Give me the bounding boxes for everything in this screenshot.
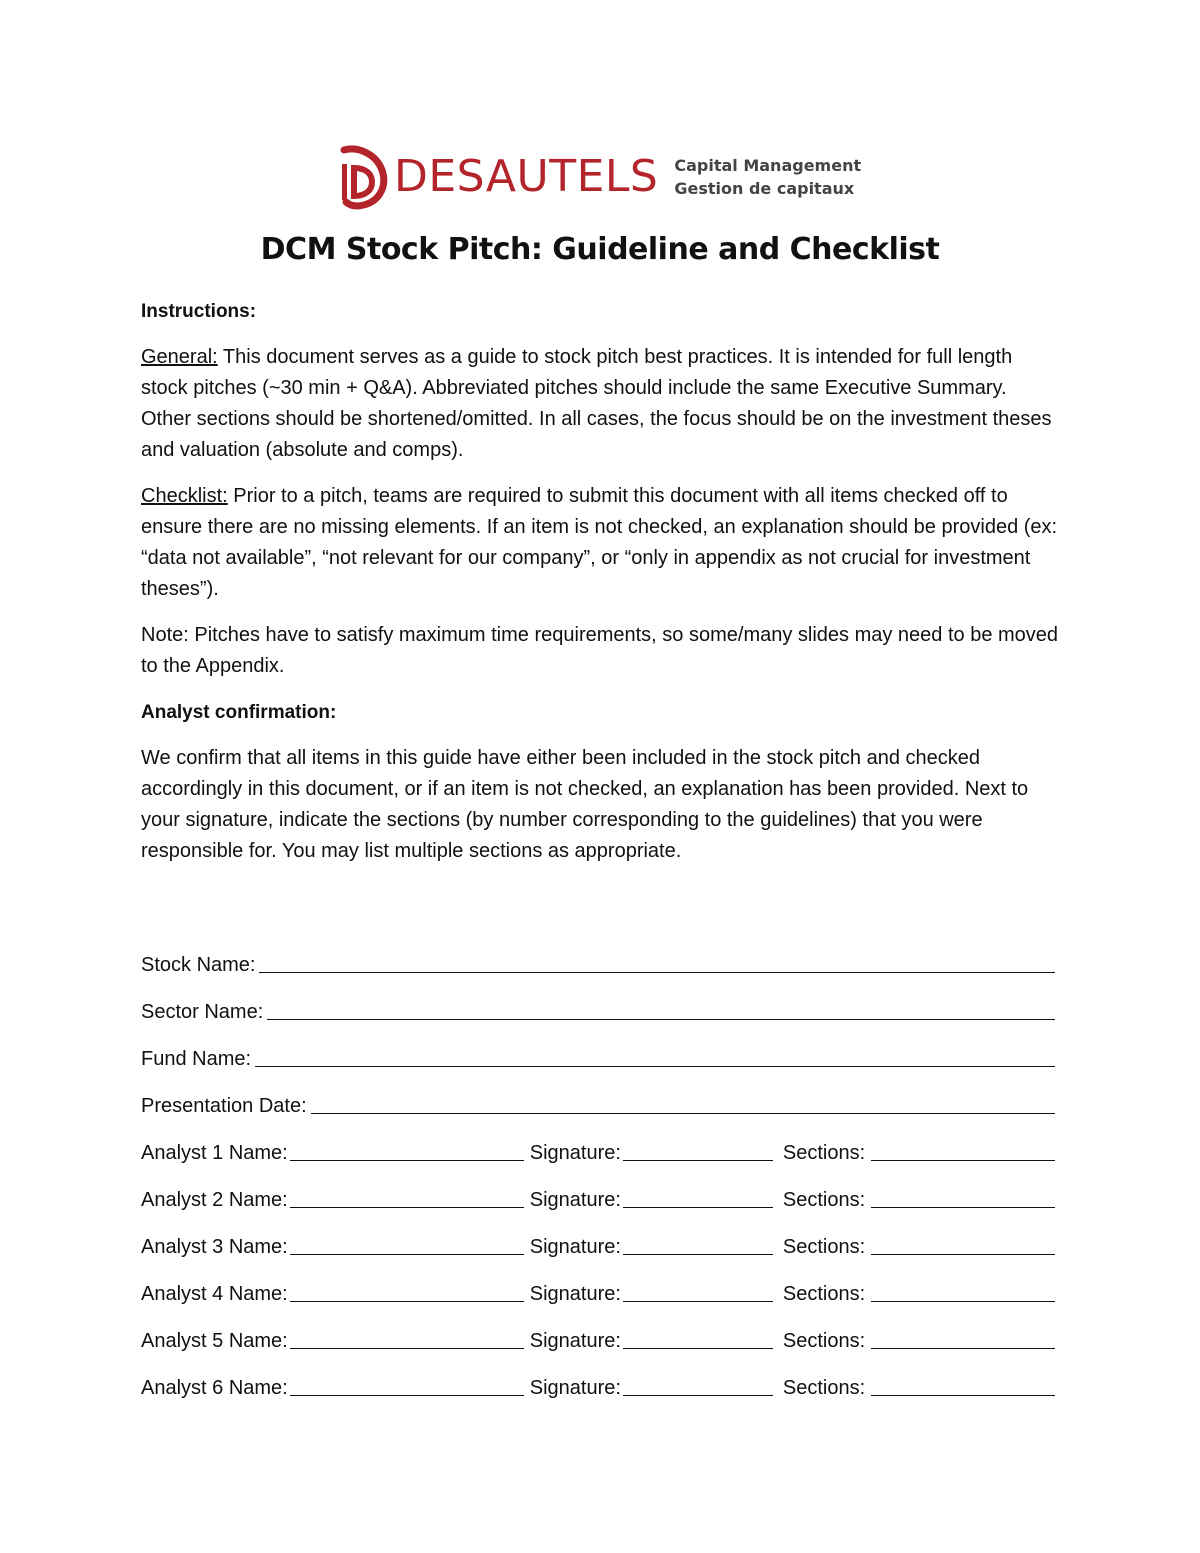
general-paragraph bbox=[141, 342, 1059, 466]
analyst-row bbox=[141, 1118, 1055, 1165]
analyst-name-label: Analyst 6 Name: bbox=[141, 1377, 288, 1399]
desautels-logo bbox=[338, 142, 861, 212]
analyst-row bbox=[141, 1259, 1055, 1306]
sector-name-row bbox=[141, 977, 1055, 1024]
instructions-section bbox=[141, 296, 1059, 882]
logo-wordmark: DESAUTELS bbox=[394, 151, 659, 202]
sections-field[interactable] bbox=[871, 1373, 1055, 1396]
instructions-heading: Instructions: bbox=[141, 301, 257, 322]
confirmation-form bbox=[141, 930, 1055, 1400]
signature-label: Signature: bbox=[529, 1142, 621, 1164]
fund-name-label: Fund Name: bbox=[141, 1048, 252, 1070]
analyst-name-label: Analyst 4 Name: bbox=[141, 1283, 288, 1305]
analyst-name-field[interactable] bbox=[290, 1373, 524, 1396]
sections-label: Sections: bbox=[782, 1377, 866, 1399]
checklist-paragraph bbox=[141, 481, 1059, 605]
analyst-row bbox=[141, 1353, 1055, 1400]
sections-field[interactable] bbox=[871, 1326, 1055, 1349]
presentation-date-label: Presentation Date: bbox=[141, 1095, 307, 1117]
analyst-row bbox=[141, 1306, 1055, 1353]
logo-tagline-en: Capital Management bbox=[674, 156, 862, 175]
analyst-name-label: Analyst 5 Name: bbox=[141, 1330, 288, 1352]
signature-label: Signature: bbox=[529, 1283, 621, 1305]
stock-name-label: Stock Name: bbox=[141, 954, 256, 976]
checklist-label: Checklist: bbox=[141, 485, 228, 507]
analyst-name-label: Analyst 3 Name: bbox=[141, 1236, 288, 1258]
analyst-row bbox=[141, 1212, 1055, 1259]
signature-label: Signature: bbox=[529, 1189, 621, 1211]
signature-label: Signature: bbox=[529, 1330, 621, 1352]
signature-field[interactable] bbox=[623, 1138, 773, 1161]
analyst-name-field[interactable] bbox=[290, 1326, 524, 1349]
fund-name-field[interactable] bbox=[255, 1044, 1055, 1067]
sector-name-label: Sector Name: bbox=[141, 1001, 264, 1023]
sections-field[interactable] bbox=[871, 1279, 1055, 1302]
checklist-text: Prior to a pitch, teams are required to submit this document with all items checked off to ensure there are no missing elements. If an item is not checked, an explanation should be provided (ex: “data not available”, “not relevant for our company”, or “only in appendix as not crucial for investment theses”). bbox=[141, 485, 1058, 600]
general-text: This document serves as a guide to stock pitch best practices. It is intended for full length stock pitches (~30 min + Q&A). Abbreviated pitches should include the same Executive Summary. Other sections should be shortened/omitted. In all cases, the focus should be on the investment theses and valuation (absolute and comps). bbox=[141, 346, 1052, 461]
sections-label: Sections: bbox=[782, 1142, 866, 1164]
signature-field[interactable] bbox=[623, 1232, 773, 1255]
analyst-row bbox=[141, 1165, 1055, 1212]
confirmation-paragraph: We confirm that all items in this guide have either been included in the stock pitch and checked accordingly in this document, or if an item is not checked, an explanation has been provided. Next to your signature, indicate the sections (by number corresponding to the guidelines) that you were responsible for. You may list multiple sections as appropriate. bbox=[141, 747, 1029, 862]
analyst-name-field[interactable] bbox=[290, 1232, 524, 1255]
sections-field[interactable] bbox=[871, 1185, 1055, 1208]
sections-label: Sections: bbox=[782, 1189, 866, 1211]
analyst-name-label: Analyst 2 Name: bbox=[141, 1189, 288, 1211]
document-title: DCM Stock Pitch: Guideline and Checklist bbox=[260, 232, 940, 267]
presentation-date-row bbox=[141, 1071, 1055, 1118]
signature-field[interactable] bbox=[623, 1326, 773, 1349]
analyst-name-field[interactable] bbox=[290, 1138, 524, 1161]
sections-label: Sections: bbox=[782, 1236, 866, 1258]
fund-name-row bbox=[141, 1024, 1055, 1071]
desautels-emblem-icon bbox=[338, 144, 388, 210]
analyst-name-label: Analyst 1 Name: bbox=[141, 1142, 288, 1164]
note-paragraph: Note: Pitches have to satisfy maximum time requirements, so some/many slides may need to be moved to the Appendix. bbox=[141, 624, 1059, 677]
stock-name-field[interactable] bbox=[259, 950, 1055, 973]
analyst-name-field[interactable] bbox=[290, 1185, 524, 1208]
signature-field[interactable] bbox=[623, 1373, 773, 1396]
sections-label: Sections: bbox=[782, 1283, 866, 1305]
signature-field[interactable] bbox=[623, 1279, 773, 1302]
presentation-date-field[interactable] bbox=[311, 1091, 1055, 1114]
signature-field[interactable] bbox=[623, 1185, 773, 1208]
analyst-rows bbox=[141, 1118, 1055, 1400]
sector-name-field[interactable] bbox=[267, 997, 1055, 1020]
confirmation-heading: Analyst confirmation: bbox=[141, 702, 337, 723]
signature-label: Signature: bbox=[529, 1377, 621, 1399]
logo-tagline bbox=[674, 154, 861, 200]
analyst-name-field[interactable] bbox=[290, 1279, 524, 1302]
logo-tagline-fr: Gestion de capitaux bbox=[674, 179, 855, 198]
general-label: General: bbox=[141, 346, 218, 368]
sections-field[interactable] bbox=[871, 1138, 1055, 1161]
signature-label: Signature: bbox=[529, 1236, 621, 1258]
sections-label: Sections: bbox=[782, 1330, 866, 1352]
stock-name-row bbox=[141, 930, 1055, 977]
sections-field[interactable] bbox=[871, 1232, 1055, 1255]
